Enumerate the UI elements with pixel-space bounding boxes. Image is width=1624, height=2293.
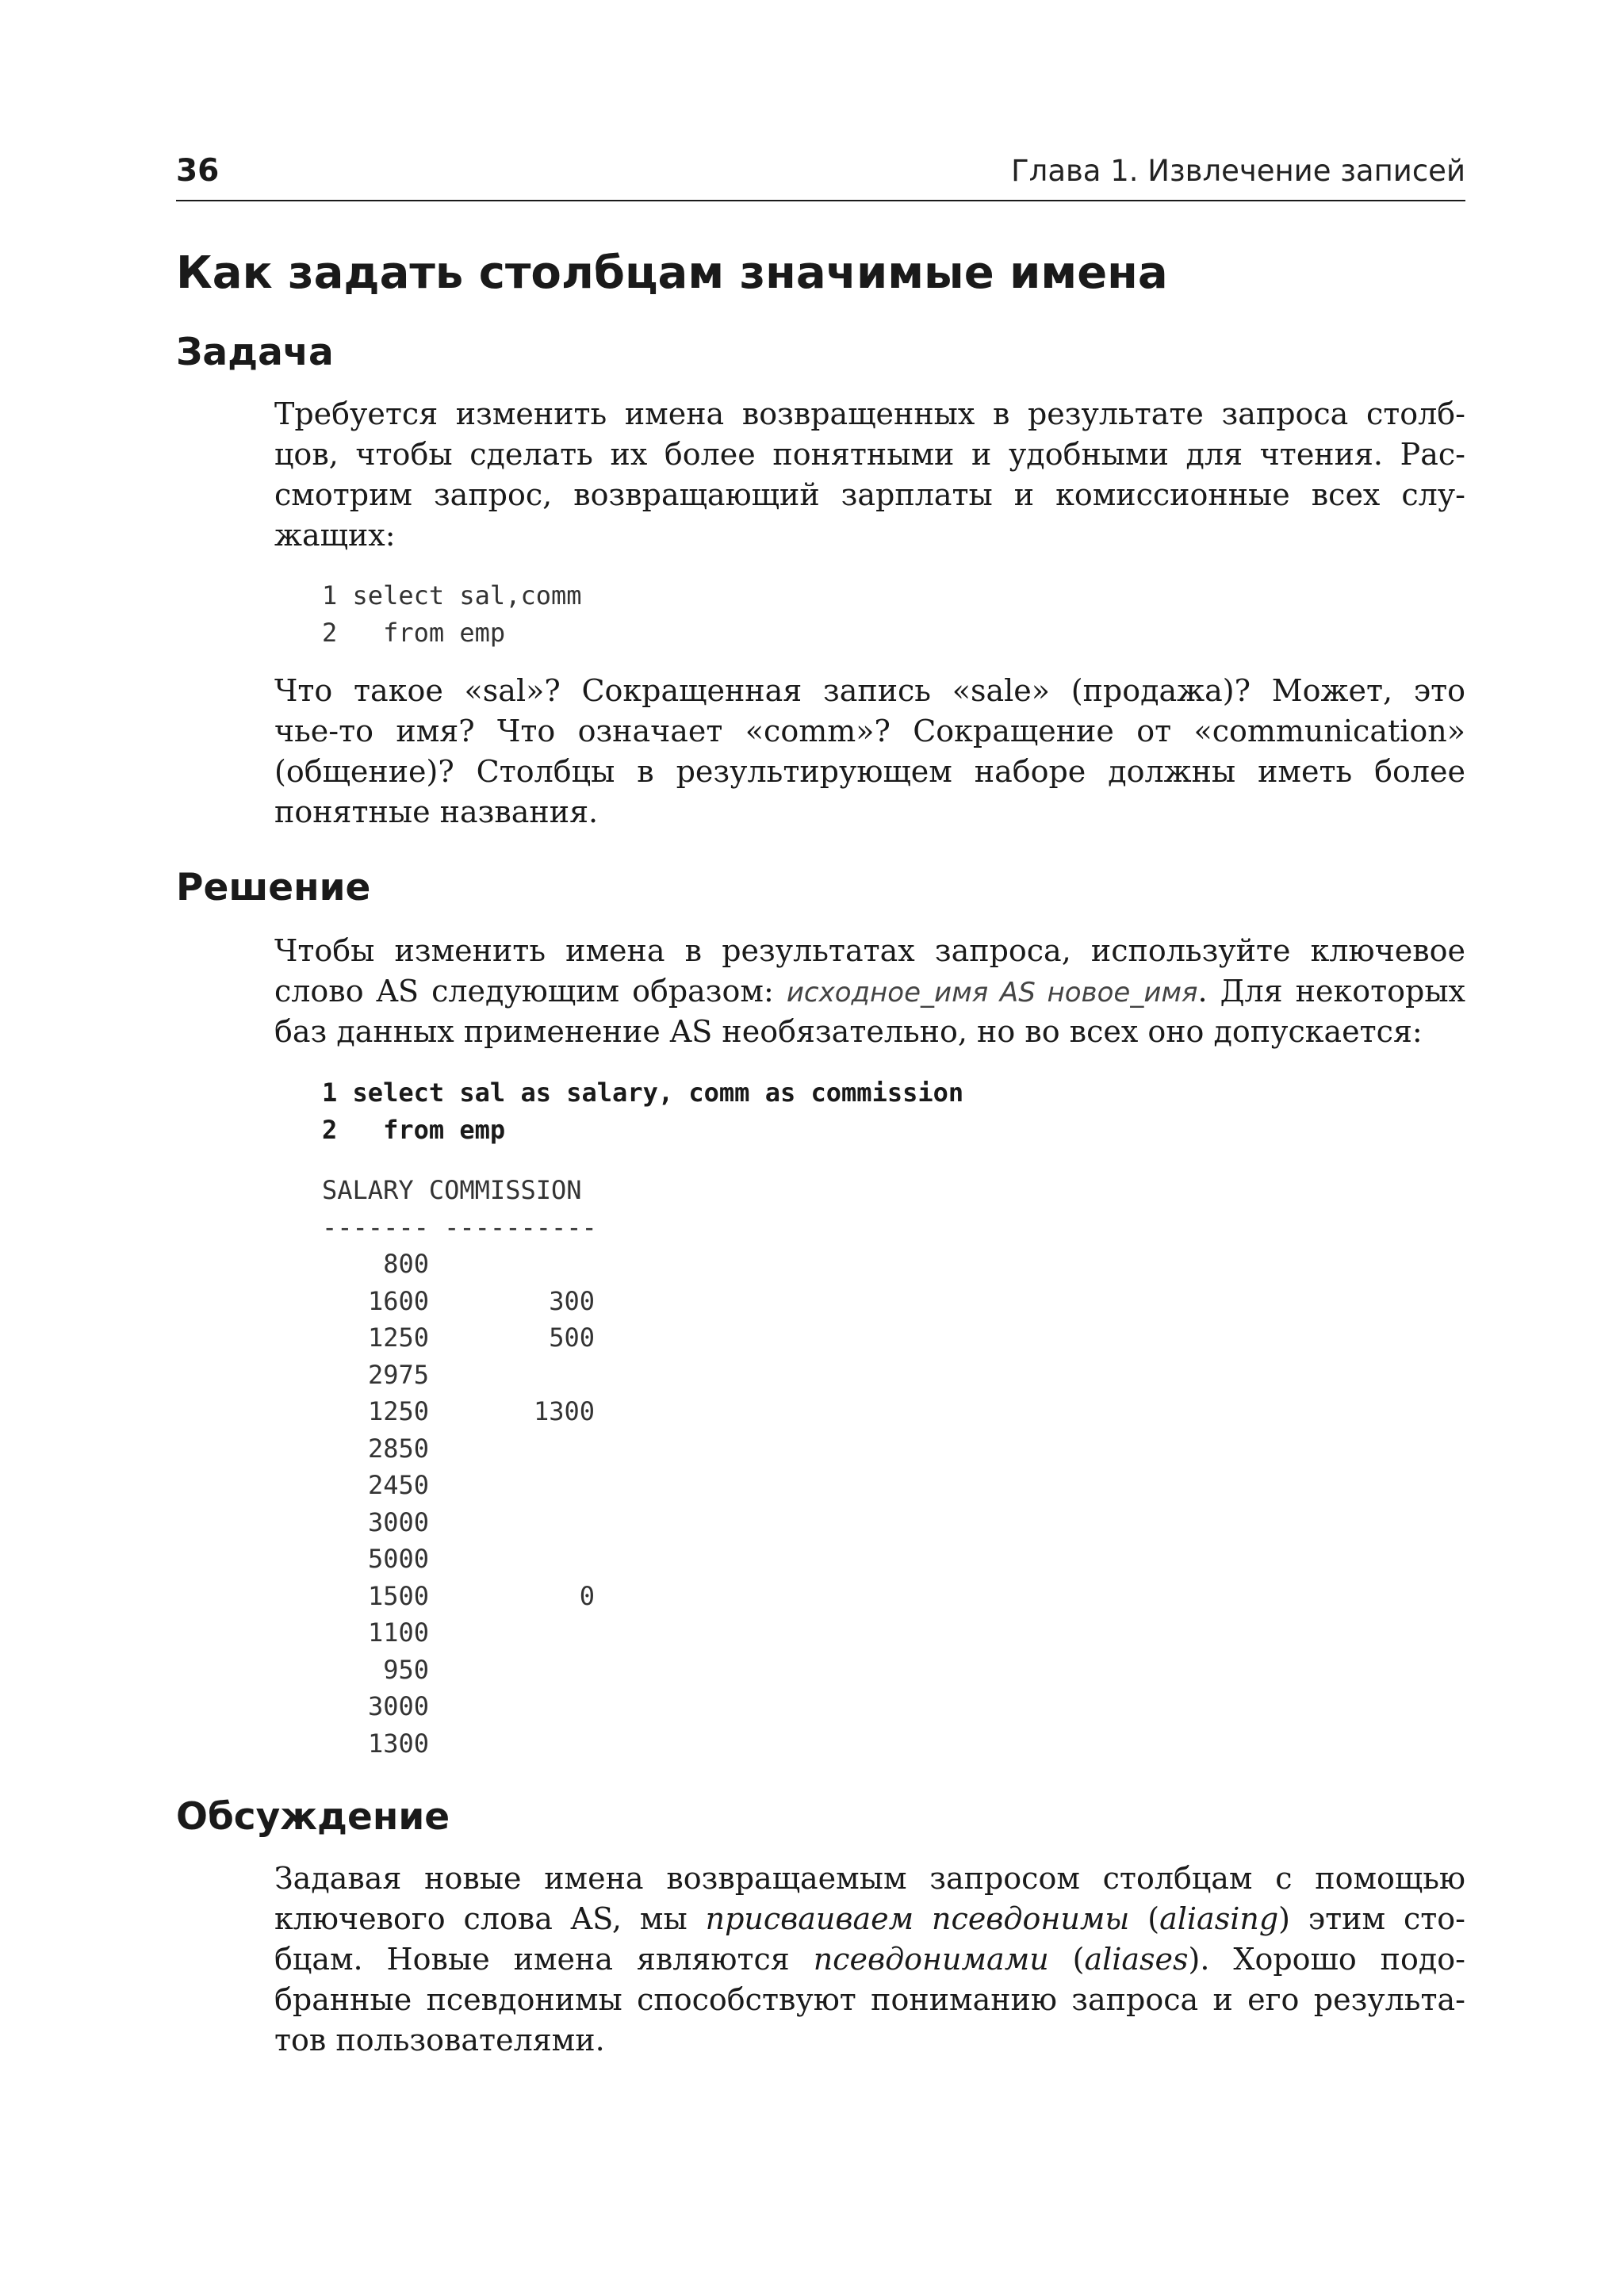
- problem-heading: Задача: [176, 331, 334, 374]
- solution-line-3: баз данных применение AS необязательно, но во всех оно допускается:: [274, 1014, 1423, 1049]
- chapter-title: Глава 1. Извлечение записей: [1011, 154, 1465, 188]
- discussion-line-2: [274, 1899, 1465, 1939]
- alias-syntax: исходное_имя AS новое_имя: [786, 977, 1198, 1009]
- result-row: [322, 1283, 597, 1320]
- discussion-line-3: [274, 1939, 1465, 1980]
- salary-cell: 800: [383, 1249, 429, 1279]
- term-aliasing-en: aliasing: [1159, 1901, 1279, 1936]
- salary-cell: 1100: [367, 1617, 429, 1648]
- discussion-text: ключевого слова AS, мы: [274, 1901, 706, 1936]
- solution-code-line-1: 1 select sal as salary, comm as commission: [322, 1078, 964, 1108]
- discussion-heading: Обсуждение: [176, 1795, 450, 1839]
- running-header: [176, 151, 1465, 201]
- result-row: [322, 1541, 597, 1578]
- result-row: [322, 1688, 597, 1725]
- problem-line-1: Требуется изменить имена возвращенных в результате запроса столб-: [274, 396, 1465, 431]
- result-row: [322, 1725, 597, 1763]
- discussion-text: (: [1129, 1901, 1160, 1936]
- salary-cell: 2850: [367, 1433, 429, 1464]
- discussion-text: (: [1048, 1942, 1085, 1977]
- problem-line-7: (общение)? Столбцы в результирующем наборе должны иметь более: [274, 754, 1465, 789]
- solution-code-line-2: 2 from emp: [322, 1115, 506, 1145]
- problem-line-8: понятные названия.: [274, 794, 599, 829]
- term-aliasing-ru: присваиваем псевдонимы: [705, 1901, 1130, 1936]
- solution-line-1: Чтобы изменить имена в результатах запроса, используйте ключевое: [274, 933, 1465, 968]
- discussion-text: ). Хорошо подо-: [1188, 1942, 1465, 1977]
- salary-cell: 1300: [367, 1728, 429, 1759]
- salary-cell: 1250: [367, 1323, 429, 1353]
- problem-code-line-1: 1 select sal,comm: [322, 580, 582, 611]
- result-row: [322, 1614, 597, 1652]
- solution-line-2: [274, 971, 1465, 1013]
- solution-line-2-suffix: . Для некоторых: [1197, 974, 1465, 1009]
- discussion-line-5: тов пользователями.: [274, 2023, 605, 2058]
- discussion-text: бцам. Новые имена являются: [274, 1942, 814, 1977]
- solution-line-2-prefix: слово AS следующим образом:: [274, 974, 787, 1009]
- result-row: [322, 1246, 597, 1283]
- result-row: [322, 1578, 597, 1615]
- commission-cell: 1300: [533, 1396, 595, 1426]
- salary-cell: 2975: [367, 1359, 429, 1390]
- problem-line-3: смотрим запрос, возвращающий зарплаты и комиссионные всех слу-: [274, 477, 1465, 512]
- term-aliases-ru: псевдонимами: [813, 1942, 1049, 1977]
- result-row: [322, 1430, 597, 1468]
- problem-line-5: Что такое «sal»? Сокращенная запись «sale» (продажа)? Может, это: [274, 673, 1465, 708]
- result-rows: [322, 1246, 597, 1762]
- result-row: [322, 1652, 597, 1689]
- result-header: SALARY COMMISSION: [322, 1175, 582, 1205]
- result-row: [322, 1357, 597, 1394]
- commission-cell: 500: [549, 1323, 595, 1353]
- result-divider: ------- ----------: [322, 1212, 597, 1242]
- problem-code-line-2: 2 from emp: [322, 618, 506, 648]
- section-title: Как задать столбцам значимые имена: [176, 247, 1168, 299]
- term-aliases-en: aliases: [1084, 1942, 1189, 1977]
- result-row: [322, 1504, 597, 1541]
- result-row: [322, 1467, 597, 1504]
- solution-heading: Решение: [176, 866, 371, 909]
- problem-line-2: цов, чтобы сделать их более понятными и удобными для чтения. Рас-: [274, 437, 1465, 472]
- discussion-line-4: бранные псевдонимы способствуют пониманию запроса и его результа-: [274, 1982, 1465, 2017]
- discussion-text: ) этим сто-: [1278, 1901, 1465, 1936]
- result-table: [322, 1172, 597, 1762]
- salary-cell: 5000: [367, 1544, 429, 1574]
- result-row: [322, 1319, 597, 1357]
- salary-cell: 1500: [367, 1580, 429, 1611]
- result-row: [322, 1393, 597, 1430]
- salary-cell: 1600: [367, 1285, 429, 1316]
- commission-cell: 300: [549, 1285, 595, 1316]
- discussion-line-1: Задавая новые имена возвращаемым запросом столбцам с помощью: [274, 1861, 1465, 1896]
- commission-cell: 0: [579, 1580, 595, 1611]
- problem-line-6: чье-то имя? Что означает «comm»? Сокращение от «communication»: [274, 714, 1465, 748]
- salary-cell: 3000: [367, 1506, 429, 1537]
- salary-cell: 3000: [367, 1691, 429, 1721]
- salary-cell: 950: [383, 1654, 429, 1685]
- problem-line-4: жащих:: [274, 518, 396, 553]
- salary-cell: 1250: [367, 1396, 429, 1426]
- salary-cell: 2450: [367, 1470, 429, 1500]
- page-number: 36: [176, 153, 220, 189]
